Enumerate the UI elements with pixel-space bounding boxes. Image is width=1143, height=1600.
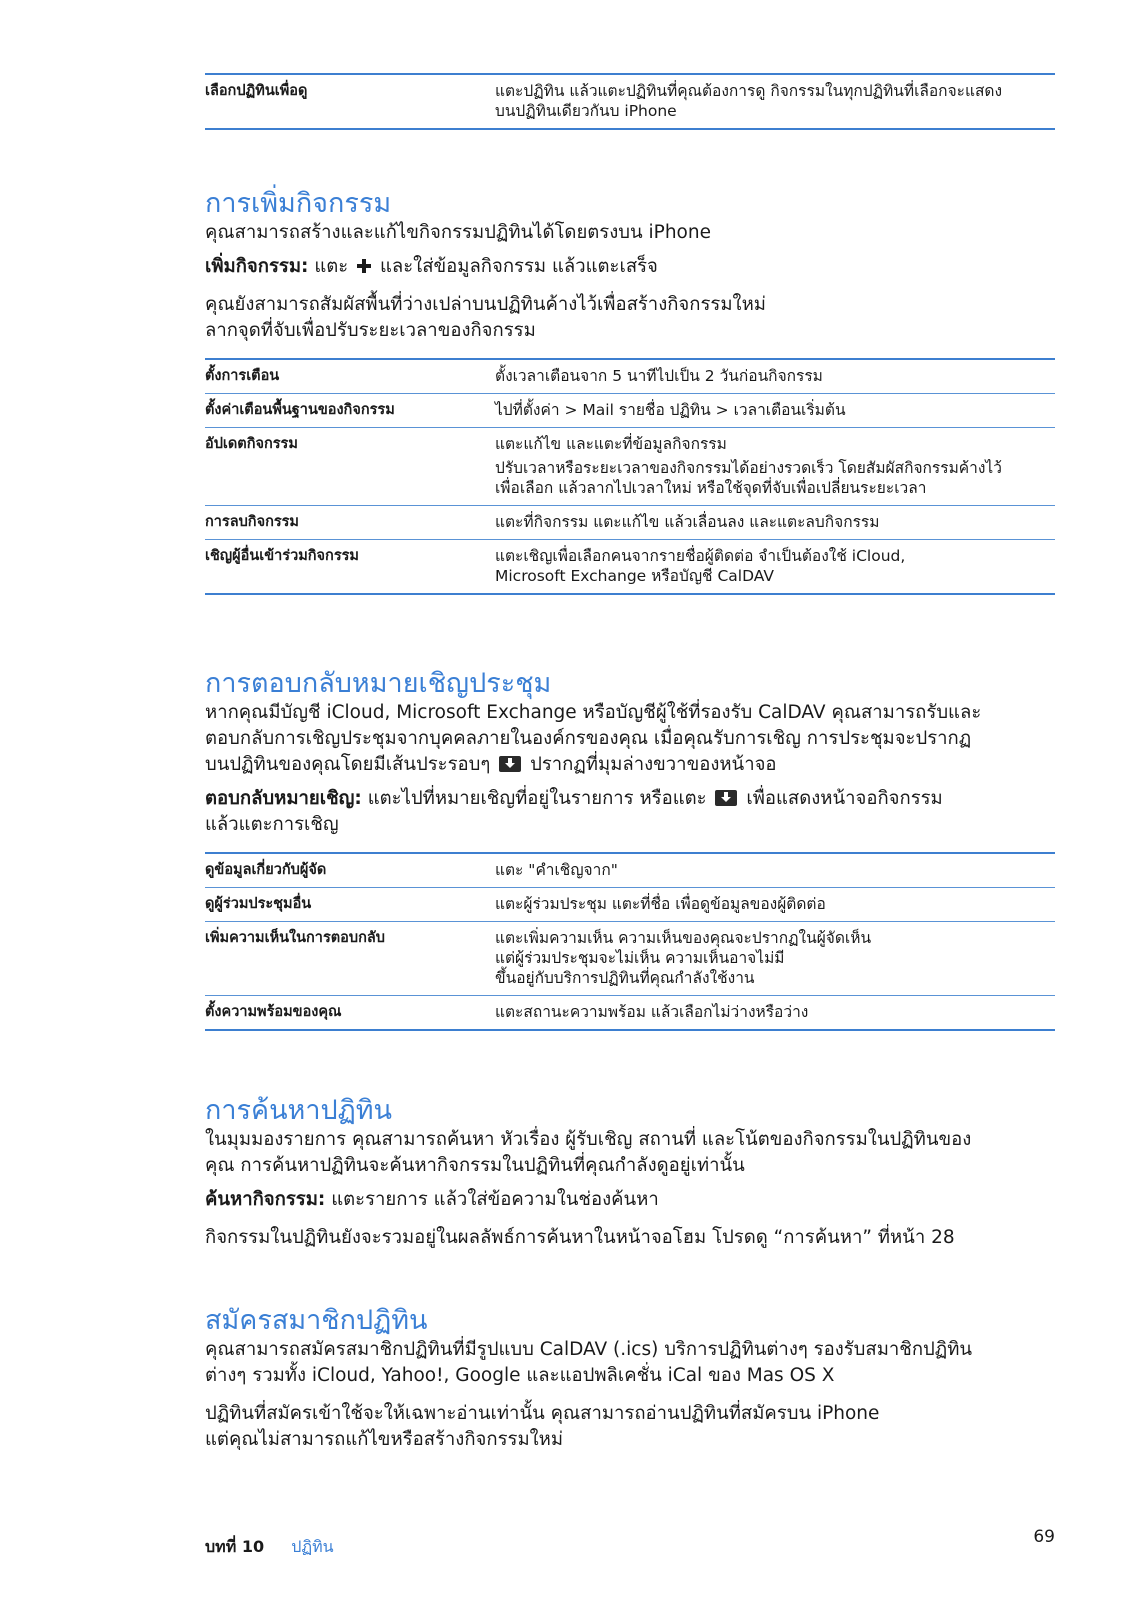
lead-paragraph (205, 254, 1055, 280)
row-value (495, 1002, 1055, 1022)
row-value-line: ปรับเวลาหรือระยะเวลาของกิจกรรมได้อย่างรวดเร็ว โดยสัมผัสกิจกรรมค้างไว้ (495, 459, 1002, 477)
row-value-line: แตะปฏิทิน แล้วแตะปฏิทินที่คุณต้องการดู กิจกรรมในทุกปฏิทินที่เลือกจะแสดง (495, 82, 1003, 100)
row-value-line: แต่ผู้ร่วมประชุมจะไม่เห็น ความเห็นอาจไม่มี (495, 949, 785, 967)
plus-icon (357, 259, 371, 273)
row-key: ตั้งค่าเตือนพื้นฐานของกิจกรรม (205, 402, 395, 418)
body-text: ปรากฏที่มุมล่างขวาของหน้าจอ (530, 754, 777, 775)
lead-paragraph (205, 786, 1055, 838)
row-value-line: เพื่อเลือก แล้วลากไปเวลาใหม่ หรือใช้จุดที่จับเพื่อเปลี่ยนระยะเวลา (495, 479, 927, 497)
body-line: แต่คุณไม่สามารถแก้ไขหรือสร้างกิจกรรมใหม่ (205, 1429, 564, 1450)
body-text: บนปฏิทินของคุณโดยมีเส้นประรอบๆ (205, 754, 491, 775)
section-heading: การค้นหาปฏิทิน (205, 1095, 393, 1126)
row-value-line: แตะแก้ไข และแตะที่ข้อมูลกิจกรรม (495, 435, 727, 453)
body-line: ตอบกลับการเชิญประชุมจากบุคคลภายในองค์กรของคุณ เมื่อคุณรับการเชิญ การประชุมจะปรากฏ (205, 728, 972, 749)
reply-table (205, 852, 1055, 1031)
table-row (205, 539, 1055, 593)
row-value (495, 546, 1055, 586)
row-key: เชิญผู้อื่นเข้าร่วมกิจกรรม (205, 548, 359, 564)
footer-chapter: บทที่ 10 (205, 1537, 265, 1556)
body-paragraph-2: กิจกรรมในปฏิทินยังจะรวมอยู่ในผลลัพธ์การค้นหาในหน้าจอโฮม โปรดดู “การค้นหา” ที่หน้า 28 (205, 1227, 955, 1248)
lead-label: ตอบกลับหมายเชิญ: (205, 788, 362, 809)
inbox-icon (715, 790, 737, 806)
body-paragraph (205, 1337, 1055, 1389)
row-value-line: แตะเชิญเพื่อเลือกคนจากรายชื่อผู้ติดต่อ จำเป็นต้องใช้ iCloud, (495, 547, 906, 565)
table-row (205, 854, 1055, 887)
row-key: การลบกิจกรรม (205, 514, 299, 530)
lead-text-a: แตะไปที่หมายเชิญที่อยู่ในรายการ หรือแตะ (367, 788, 707, 809)
section-subscribe (205, 1305, 1055, 1453)
row-key: ตั้งการเตือน (205, 368, 280, 384)
table-row (205, 921, 1055, 995)
row-key: ดูข้อมูลเกี่ยวกับผู้จัด (205, 862, 327, 878)
intro-text: คุณสามารถสร้างและแก้ไขกิจกรรมปฏิทินได้โดยตรงบน iPhone (205, 222, 711, 243)
body-line: หากคุณมีบัญชี iCloud, Microsoft Exchange หรือบัญชีผู้ใช้ที่รองรับ CalDAV คุณสามารถรับและ (205, 702, 982, 723)
row-value-line: Microsoft Exchange หรือบัญชี CalDAV (495, 567, 774, 585)
lead-text-a: แตะ (314, 256, 349, 277)
row-value (495, 434, 1055, 498)
page-footer (205, 1527, 1055, 1560)
body-line: ในมุมมองรายการ คุณสามารถค้นหา หัวเรื่อง ผู้รับเชิญ สถานที่ และโน้ตของกิจกรรมในปฏิทินของ (205, 1129, 972, 1150)
row-value-line: แตะสถานะความพร้อม แล้วเลือกไม่ว่างหรือว่าง (495, 1003, 809, 1021)
footer-chapter-title[interactable]: ปฏิทิน (291, 1537, 334, 1556)
table-row (205, 505, 1055, 539)
lead-text-b: เพื่อแสดงหน้าจอกิจกรรม (746, 788, 943, 809)
row-value (495, 894, 1055, 914)
row-value-line: แตะผู้ร่วมประชุม แตะที่ชื่อ เพื่อดูข้อมูลของผู้ติดต่อ (495, 895, 826, 913)
body-paragraph (205, 292, 1055, 344)
table-row (205, 995, 1055, 1029)
section-heading: การเพิ่มกิจกรรม (205, 188, 392, 219)
row-key: อัปเดตกิจกรรม (205, 436, 298, 452)
body-paragraph (205, 1127, 1055, 1179)
add-table (205, 358, 1055, 595)
lead-text-b: และใส่ข้อมูลกิจกรรม แล้วแตะเสร็จ (379, 256, 658, 277)
body-line (205, 752, 1055, 778)
lead-line (205, 786, 1055, 812)
row-value-line: แตะที่กิจกรรม แตะแก้ไข แล้วเลื่อนลง และแตะลบกิจกรรม (495, 513, 880, 531)
lead-paragraph (205, 1187, 1055, 1213)
section-reply (205, 668, 1055, 1031)
row-value-line: แตะ "คำเชิญจาก" (495, 861, 618, 879)
row-value (495, 366, 1055, 386)
inbox-icon (499, 756, 521, 772)
row-key: ดูผู้ร่วมประชุมอื่น (205, 896, 312, 912)
body-line: ปฏิทินที่สมัครเข้าใช้จะให้เฉพาะอ่านเท่านั้น คุณสามารถอ่านปฏิทินที่สมัครบน iPhone (205, 1403, 880, 1424)
lead-line-2: แล้วแตะการเชิญ (205, 814, 339, 835)
body-line: คุณ การค้นหาปฏิทินจะค้นหากิจกรรมในปฏิทินที่คุณกำลังดูอยู่เท่านั้น (205, 1155, 745, 1176)
lead-text: แตะรายการ แล้วใส่ข้อความในช่องค้นหา (331, 1189, 659, 1210)
row-value-line: ขึ้นอยู่กับบริการปฏิทินที่คุณกำลังใช้งาน (495, 969, 755, 987)
body-line: ต่างๆ รวมทั้ง iCloud, Yahoo!, Google และแอปพลิเคชั่น iCal ของ Mas OS X (205, 1365, 835, 1386)
row-value-line: ตั้งเวลาเตือนจาก 5 นาทีไปเป็น 2 วันก่อนกิจกรรม (495, 367, 823, 385)
table-row (205, 427, 1055, 505)
row-value (495, 512, 1055, 532)
row-value (495, 928, 1055, 988)
row-key: เพิ่มความเห็นในการตอบกลับ (205, 930, 385, 946)
row-key: เลือกปฏิทินเพื่อดู (205, 83, 308, 99)
table-row (205, 393, 1055, 427)
table-row (205, 887, 1055, 921)
table-row (205, 360, 1055, 393)
row-value-line: บนปฏิทินเดียวกันบ iPhone (495, 102, 677, 120)
page-number: 69 (1033, 1527, 1055, 1547)
section-heading: การตอบกลับหมายเชิญประชุม (205, 668, 552, 699)
body-line: ลากจุดที่จับเพื่อปรับระยะเวลาของกิจกรรม (205, 320, 536, 341)
table-row (205, 75, 1055, 128)
top-table-wrap (205, 73, 1055, 130)
section-heading: สมัครสมาชิกปฏิทิน (205, 1305, 428, 1336)
lead-label: เพิ่มกิจกรรม: (205, 256, 309, 277)
body-paragraph-2 (205, 1401, 1055, 1453)
body-line: คุณยังสามารถสัมผัสพื้นที่ว่างเปล่าบนปฏิทินค้างไว้เพื่อสร้างกิจกรรมใหม่ (205, 294, 766, 315)
body-paragraph (205, 700, 1055, 778)
row-value-line: แตะเพิ่มความเห็น ความเห็นของคุณจะปรากฏในผู้จัดเห็น (495, 929, 872, 947)
top-table (205, 73, 1055, 130)
row-value (495, 860, 1055, 880)
row-value (495, 81, 1055, 121)
body-line: คุณสามารถสมัครสมาชิกปฏิทินที่มีรูปแบบ CalDAV (.ics) บริการปฏิทินต่างๆ รองรับสมาชิกปฏิทิน (205, 1339, 973, 1360)
row-value (495, 400, 1055, 420)
row-value-line: ไปที่ตั้งค่า > Mail รายชื่อ ปฏิทิน > เวลาเตือนเริ่มต้น (495, 401, 846, 419)
lead-label: ค้นหากิจกรรม: (205, 1189, 326, 1210)
section-add (205, 188, 1055, 595)
section-search (205, 1095, 1055, 1251)
row-key: ตั้งความพร้อมของคุณ (205, 1004, 342, 1020)
